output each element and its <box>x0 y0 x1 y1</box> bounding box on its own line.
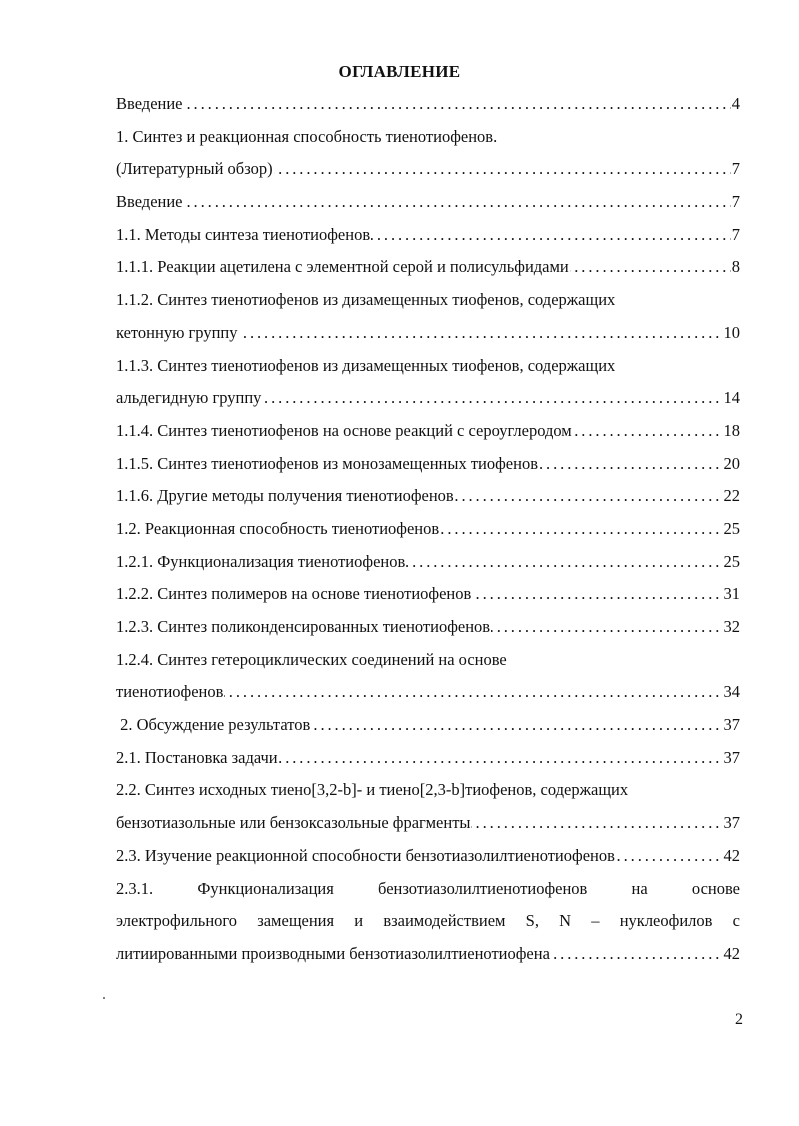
toc-entry: 2.3. Изучение реакционной способности бензотиазолилтиенотиофенов 42 . . . <box>116 840 740 873</box>
toc-entry: 1.1.4. Синтез тиенотиофенов на основе реакций с сероуглеродом 18 . . . <box>116 415 740 448</box>
toc-entry: 1.2.3. Синтез поликонденсированных тиенотиофенов 32 . . . <box>116 611 740 644</box>
toc-entry: 1. Синтез и реакционная способность тиенотиофенов. <box>116 126 498 146</box>
toc-entry: 1.1. Методы синтеза тиенотиофенов 7 . . . <box>116 219 740 252</box>
toc-title: ОГЛАВЛЕНИЕ <box>338 62 461 81</box>
toc-entry: 1.1.6. Другие методы получения тиенотиофенов 22 . . . <box>116 480 740 513</box>
toc-entry: 1.1.2. Синтез тиенотиофенов из дизамещенных тиофенов, содержащих <box>116 290 616 310</box>
toc-entry: литиированными производными бензотиазолилтиенотиофена 42 . . . <box>116 938 740 971</box>
toc-entry: 2.1. Постановка задачи 37 . . . <box>116 742 740 775</box>
toc-entry: альдегидную группу 14 . . . <box>116 382 740 415</box>
toc-entry: 1.2. Реакционная способность тиенотиофенов 25 . . . <box>116 513 740 546</box>
table-of-contents <box>116 88 740 971</box>
scan-speck <box>103 997 105 999</box>
toc-entry: тиенотиофенов 34 . . . <box>116 676 740 709</box>
toc-entry: Введение 4 . . . <box>116 88 740 121</box>
toc-entry-justified: электрофильного замещения и взаимодействием S, N – нуклеофилов с <box>116 911 740 931</box>
toc-entry: кетонную группу 10 . . . <box>116 317 740 350</box>
toc-entry: 2. Обсуждение результатов 37 . . . <box>116 709 740 742</box>
toc-entry: (Литературный обзор) 7 . . . <box>116 153 740 186</box>
toc-entry: 1.2.1. Функционализация тиенотиофенов 25 . . . <box>116 546 740 579</box>
toc-entry: бензотиазольные или бензоксазольные фрагменты 37 . . . <box>116 807 740 840</box>
toc-entry-justified: 2.3.1. Функционализация бензотиазолилтиенотиофенов на основе <box>116 878 740 898</box>
toc-entry: 1.1.5. Синтез тиенотиофенов из монозамещенных тиофенов 20 . . . <box>116 448 740 481</box>
toc-entry: 1.1.1. Реакции ацетилена с элементной серой и полисульфидами 8 . . . <box>116 251 740 284</box>
toc-entry: 1.2.2. Синтез полимеров на основе тиенотиофенов 31 . . . <box>116 578 740 611</box>
toc-entry: Введение 7 . . . <box>116 186 740 219</box>
toc-entry: 1.1.3. Синтез тиенотиофенов из дизамещенных тиофенов, содержащих <box>116 355 616 375</box>
page-number: 2 <box>735 1011 743 1028</box>
toc-entry: 1.2.4. Синтез гетероциклических соединений на основе <box>116 649 507 669</box>
toc-entry: 2.2. Синтез исходных тиено[3,2-b]- и тиено[2,3-b]тиофенов, содержащих <box>116 780 629 800</box>
